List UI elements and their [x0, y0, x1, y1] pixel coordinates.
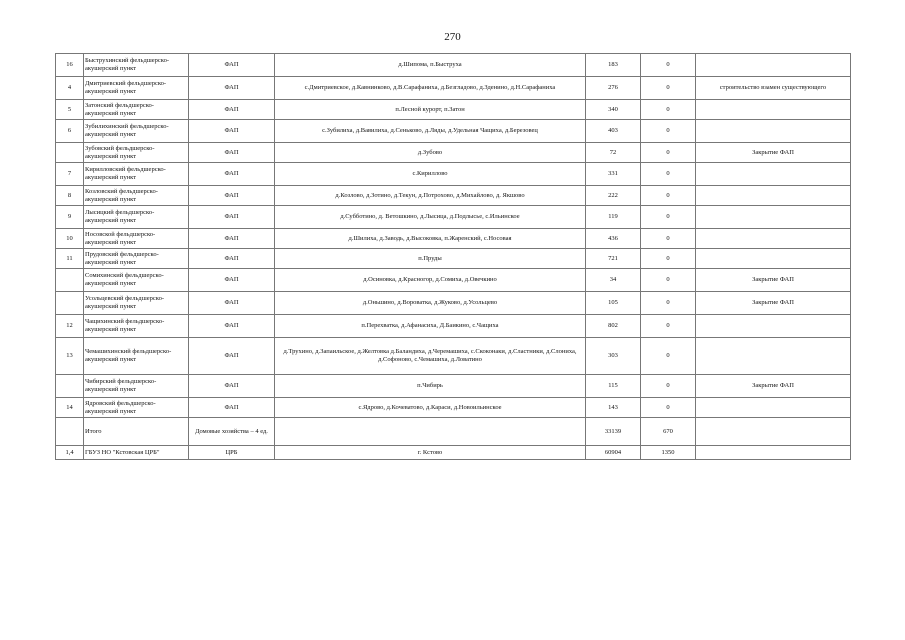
row-number-cell: 11	[56, 249, 84, 269]
value-cell: 0	[641, 315, 696, 338]
facility-type-cell: ФАП	[189, 143, 275, 163]
facility-type-cell: ФАП	[189, 77, 275, 100]
settlements-cell: д.Шипома, п.Быструха	[275, 54, 586, 77]
note-cell	[696, 446, 851, 460]
crb-row	[56, 446, 851, 460]
table-row	[56, 120, 851, 143]
population-cell: 34	[586, 269, 641, 292]
facility-type-cell: ФАП	[189, 54, 275, 77]
row-number-cell: 16	[56, 54, 84, 77]
facility-name-cell: Лысицкий фельдшерско-акушерский пункт	[84, 206, 189, 229]
population-cell: 33139	[586, 418, 641, 446]
note-cell	[696, 100, 851, 120]
table-row	[56, 186, 851, 206]
table-row	[56, 54, 851, 77]
facility-type-cell: ФАП	[189, 100, 275, 120]
population-cell: 403	[586, 120, 641, 143]
facility-name-cell: Затонский фельдшерско-акушерский пункт	[84, 100, 189, 120]
facility-type-cell: ФАП	[189, 292, 275, 315]
population-cell: 72	[586, 143, 641, 163]
facility-name-cell: ГБУЗ НО "Кстовская ЦРБ"	[84, 446, 189, 460]
note-cell	[696, 54, 851, 77]
note-cell	[696, 186, 851, 206]
value-cell: 0	[641, 206, 696, 229]
facility-name-cell: Зубовский фельдшерско-акушерский пункт	[84, 143, 189, 163]
note-cell	[696, 418, 851, 446]
note-cell	[696, 206, 851, 229]
table-row	[56, 143, 851, 163]
value-cell: 0	[641, 186, 696, 206]
facility-name-cell: Итого	[84, 418, 189, 446]
settlements-cell	[275, 418, 586, 446]
row-number-cell: 4	[56, 77, 84, 100]
row-number-cell: 14	[56, 398, 84, 418]
note-cell: Закрытие ФАП	[696, 143, 851, 163]
table-row	[56, 292, 851, 315]
value-cell: 0	[641, 163, 696, 186]
settlements-cell: п.Пруды	[275, 249, 586, 269]
facility-name-cell: Носовской фельдшерско-акушерский пункт	[84, 229, 189, 249]
note-cell: строительство взамен существующего	[696, 77, 851, 100]
facility-name-cell: Дмитриевский фельдшерско-акушерский пункт	[84, 77, 189, 100]
facility-type-cell: ФАП	[189, 315, 275, 338]
value-cell: 0	[641, 229, 696, 249]
note-cell	[696, 315, 851, 338]
population-cell: 105	[586, 292, 641, 315]
population-cell: 340	[586, 100, 641, 120]
population-cell: 119	[586, 206, 641, 229]
value-cell: 0	[641, 292, 696, 315]
population-cell: 802	[586, 315, 641, 338]
facility-type-cell: ФАП	[189, 120, 275, 143]
facility-name-cell: Усольцевский фельдшерско-акушерский пункт	[84, 292, 189, 315]
table-row	[56, 100, 851, 120]
population-cell: 436	[586, 229, 641, 249]
population-cell: 721	[586, 249, 641, 269]
row-number-cell: 13	[56, 338, 84, 375]
settlements-cell: д.Оньшино, д.Вороватка, д.Жуково, д.Усольцево	[275, 292, 586, 315]
facility-type-cell: ФАП	[189, 375, 275, 398]
table-row	[56, 375, 851, 398]
row-number-cell	[56, 143, 84, 163]
facility-type-cell: ЦРБ	[189, 446, 275, 460]
settlements-cell: д.Трухино, д.Запаильское, д.Желтовка д.Баландиха, д.Черемашиха, с.Скоконаки, д.Сластники, д.Слониха, д.Софоново, с.Чемашиха, д.Ловатино	[275, 338, 586, 375]
facilities-table	[55, 53, 851, 460]
table-row	[56, 269, 851, 292]
row-number-cell: 10	[56, 229, 84, 249]
row-number-cell: 5	[56, 100, 84, 120]
note-cell: Закрытие ФАП	[696, 269, 851, 292]
facility-name-cell: Быструхинский фельдшерско-акушерский пункт	[84, 54, 189, 77]
table-row	[56, 249, 851, 269]
note-cell	[696, 249, 851, 269]
facility-type-cell: ФАП	[189, 398, 275, 418]
value-cell: 0	[641, 77, 696, 100]
row-number-cell	[56, 292, 84, 315]
population-cell: 60904	[586, 446, 641, 460]
table-row	[56, 206, 851, 229]
settlements-cell: д.Осиновка, д.Красногор, д.Сомиха, д.Овечкино	[275, 269, 586, 292]
population-cell: 303	[586, 338, 641, 375]
row-number-cell: 9	[56, 206, 84, 229]
facility-name-cell: Чемашихинский фельдшерско-акушерский пункт	[84, 338, 189, 375]
value-cell: 0	[641, 398, 696, 418]
value-cell: 0	[641, 269, 696, 292]
facility-type-cell: ФАП	[189, 229, 275, 249]
table-row	[56, 229, 851, 249]
settlements-cell: с.Дмитриевское, д.Кавнинково, д.В.Сарафаниха, д.Безгладово, д.Зденино, д.Н.Сарафаниха	[275, 77, 586, 100]
value-cell: 0	[641, 54, 696, 77]
row-number-cell: 12	[56, 315, 84, 338]
table-row	[56, 315, 851, 338]
value-cell: 1350	[641, 446, 696, 460]
note-cell: Закрытие ФАП	[696, 292, 851, 315]
facility-type-cell: ФАП	[189, 163, 275, 186]
row-number-cell	[56, 375, 84, 398]
note-cell: Закрытие ФАП	[696, 375, 851, 398]
value-cell: 0	[641, 120, 696, 143]
population-cell: 143	[586, 398, 641, 418]
facility-name-cell: Кирилловский фельдшерско-акушерский пункт	[84, 163, 189, 186]
facility-name-cell: Ядровский фельдшерско-акушерский пункт	[84, 398, 189, 418]
settlements-cell: д.Шилиха, д.Заводь, д.Высоковка, п.Жаренский, с.Носовая	[275, 229, 586, 249]
settlements-cell: п.Чибирь	[275, 375, 586, 398]
facility-name-cell: Чибирский фельдшерско-акушерский пункт	[84, 375, 189, 398]
value-cell: 0	[641, 249, 696, 269]
table-row	[56, 398, 851, 418]
population-cell: 183	[586, 54, 641, 77]
facility-type-cell: ФАП	[189, 269, 275, 292]
population-cell: 276	[586, 77, 641, 100]
facility-name-cell: Чащихинский фельдшерско-акушерский пункт	[84, 315, 189, 338]
facility-type-cell: Домовые хозяйства – 4 ед.	[189, 418, 275, 446]
note-cell	[696, 229, 851, 249]
row-number-cell	[56, 418, 84, 446]
settlements-cell: п.Перехватка, д.Афанасиха, Д.Баикино, с.Чащиха	[275, 315, 586, 338]
row-number-cell: 6	[56, 120, 84, 143]
note-cell	[696, 338, 851, 375]
facility-name-cell: Сомихинский фельдшерско-акушерский пункт	[84, 269, 189, 292]
settlements-cell: п.Лесной курорт, п.Затон	[275, 100, 586, 120]
facility-type-cell: ФАП	[189, 206, 275, 229]
population-cell: 222	[586, 186, 641, 206]
facility-name-cell: Козловский фельдшерско-акушерский пункт	[84, 186, 189, 206]
note-cell	[696, 120, 851, 143]
facility-type-cell: ФАП	[189, 186, 275, 206]
facility-type-cell: ФАП	[189, 338, 275, 375]
table-row	[56, 338, 851, 375]
row-number-cell: 7	[56, 163, 84, 186]
note-cell	[696, 163, 851, 186]
table-row	[56, 77, 851, 100]
row-number-cell: 8	[56, 186, 84, 206]
settlements-cell: с.Кириллово	[275, 163, 586, 186]
facility-name-cell: Зубилихинский фельдшерско-акушерский пункт	[84, 120, 189, 143]
settlements-cell: г. Кстово	[275, 446, 586, 460]
population-cell: 115	[586, 375, 641, 398]
value-cell: 0	[641, 375, 696, 398]
value-cell: 670	[641, 418, 696, 446]
table-row	[56, 163, 851, 186]
settlements-cell: с.Зубилиха, д.Вавилиха, д.Сеньково, д.Ляды, д.Удельная Чащиха, д.Березовец	[275, 120, 586, 143]
value-cell: 0	[641, 100, 696, 120]
total-row	[56, 418, 851, 446]
value-cell: 0	[641, 143, 696, 163]
row-number-cell	[56, 269, 84, 292]
row-number-cell: 1,4	[56, 446, 84, 460]
settlements-cell: д.Козлово, д.Зотино, д.Текун, д.Потрохово, д.Михайлово, д. Якшово	[275, 186, 586, 206]
population-cell: 331	[586, 163, 641, 186]
value-cell: 0	[641, 338, 696, 375]
facility-type-cell: ФАП	[189, 249, 275, 269]
page-number: 270	[444, 31, 461, 43]
facility-name-cell: Прудовский фельдшерско-акушерский пункт	[84, 249, 189, 269]
settlements-cell: с.Ядрово, д.Кочеватово, д.Караси, д.Новоильинское	[275, 398, 586, 418]
settlements-cell: д.Субботино, д. Ветошкино, д.Лысица, д.Подлысье, с.Ильинское	[275, 206, 586, 229]
note-cell	[696, 398, 851, 418]
settlements-cell: д.Зубово	[275, 143, 586, 163]
